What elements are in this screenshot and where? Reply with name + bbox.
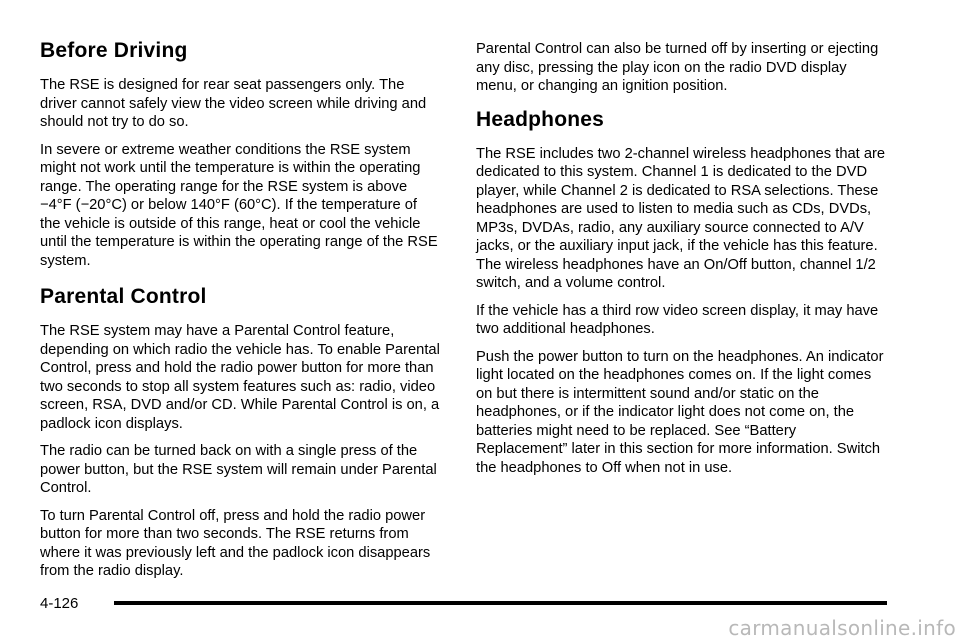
section-heading: Parental Control [40, 285, 207, 308]
paragraph: To turn Parental Control off, press and hold the radio power button for more than two seconds. The RSE returns from where it was previously left and the padlock icon disappears from the radio display. [40, 507, 431, 579]
section-heading: Headphones [476, 107, 605, 131]
section-heading: Before Driving [40, 39, 188, 62]
paragraph: The RSE is designed for rear seat passengers only. The driver cannot safely view the video screen while driving and should not try to do so. [40, 77, 427, 130]
paragraph: Parental Control can also be turned off by inserting or ejecting any disc, pressing the play icon on the radio DVD display menu, or changing an ignition position. [476, 41, 879, 94]
right-column [476, 40, 886, 489]
left-column [40, 36, 440, 593]
section-before-driving [40, 36, 440, 270]
paragraph: If the vehicle has a third row video screen display, it may have two additional headphones. [476, 302, 879, 337]
paragraph: The RSE system may have a Parental Control feature, depending on which radio the vehicle has. To enable Parental Control, press and hold the radio power button for more than two seconds to stop all system features such as: radio, video screen, RSA, DVD and/or CD. While Parental Control is on, a padlock icon displays. [40, 323, 440, 432]
paragraph: Push the power button to turn on the headphones. An indicator light located on the headphones comes on. If the light comes on but there is intermittent sound and/or static on the headphones, or if the indicator light does not come on, the batteries might need to be replaced. See “Battery Replacement” later in this section for more information. Switch the headphones to Off when not in use. [476, 348, 884, 476]
watermark: carmanualsonline.info [728, 616, 956, 640]
paragraph: In severe or extreme weather conditions the RSE system might not work until the temperature is within the operating range. The operating range for the RSE system is above −4°F (−20°C) or below 140°F (60°C). If the temperature of the vehicle is outside of this range, heat or cool the vehicle until the temperature is within the operating range of the RSE system. [40, 141, 438, 269]
paragraph: The RSE includes two 2-channel wireless headphones that are dedicated to this system. Channel 1 is dedicated to the DVD player, while Channel 2 is dedicated to RSA selections. These headphones are used to listen to media such as CDs, DVDs, MP3s, DVDAs, radio, any auxiliary source connected to A/V jacks, or the auxiliary input jack, if the vehicle has this feature. The wireless headphones have an On/Off button, channel 1/2 switch, and a volume control. [476, 145, 886, 291]
footer-rule [114, 601, 887, 605]
section-headphones [476, 105, 886, 478]
page-number: 4-126 [40, 595, 79, 612]
paragraph: The radio can be turned back on with a single press of the power button, but the RSE system will remain under Parental Control. [40, 443, 437, 496]
section-parental-control [40, 282, 440, 581]
